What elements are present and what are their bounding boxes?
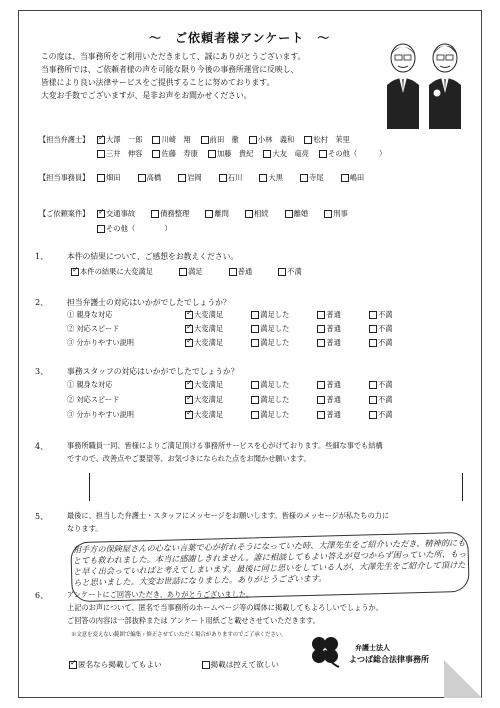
question-text: 事務スタッフの対応はいかがでしたでしょうか？ (67, 367, 239, 376)
case-option[interactable]: 離婚 (285, 209, 309, 219)
checkbox[interactable] (185, 411, 193, 419)
choice[interactable]: 不満 (369, 380, 393, 390)
question-text: 本件の結果について、ご感想をお教えください。 (67, 252, 239, 261)
checkbox[interactable] (219, 174, 227, 182)
checkbox[interactable] (185, 381, 193, 389)
checkbox[interactable] (202, 661, 210, 669)
checkbox[interactable] (229, 268, 237, 276)
choice[interactable]: ✓ 大変満足 (185, 338, 223, 348)
checkbox[interactable] (185, 325, 193, 333)
case-option[interactable]: ✓ 交通事故 (97, 209, 135, 219)
choice[interactable]: ✓ 大変満足 (185, 410, 223, 420)
attorney-option[interactable]: ✓ 大澤 一郎 (97, 135, 142, 145)
q6-option-decline[interactable]: 掲載は控えて欲しい (202, 659, 279, 670)
checkbox[interactable] (369, 396, 377, 404)
intro-line: この度は、当事務所をご利用いただきまして、誠にありがとうございます。 (41, 52, 306, 61)
page-title: 〜 ご依頼者様アンケート 〜 (149, 31, 331, 45)
case-row-2 (97, 224, 172, 234)
checkbox[interactable] (71, 268, 79, 276)
checkbox[interactable] (179, 268, 187, 276)
q1-options (71, 267, 302, 277)
choice[interactable]: 普通 (317, 395, 341, 405)
checkbox[interactable] (138, 174, 146, 182)
choice[interactable]: 満足した (251, 324, 289, 334)
checkbox[interactable] (185, 396, 193, 404)
case-option[interactable]: 離問 (205, 209, 229, 219)
staff-option[interactable]: 嶋田 (341, 173, 365, 183)
q2-choices-row-2 (185, 324, 393, 334)
choice[interactable]: 満足した (251, 380, 289, 390)
staff-option[interactable]: 岩岡 (178, 173, 202, 183)
case-option[interactable]: 相続 (245, 209, 269, 219)
firm-name: よつば総合法律事務所 (349, 655, 429, 664)
q3-choices-row-1 (185, 380, 393, 390)
intro-line: 大変お手数でございますが、是非お声をお聞かせください。 (41, 91, 252, 100)
attorney-option[interactable]: 前田 徹 (201, 135, 239, 145)
q2-choices-row-1 (185, 310, 393, 320)
checkbox[interactable] (251, 381, 259, 389)
lawyer-left-figure (387, 44, 419, 129)
choice[interactable]: 普通 (317, 410, 341, 420)
checkbox[interactable] (369, 339, 377, 347)
choice[interactable]: 普通 (317, 380, 341, 390)
choice[interactable]: ✓ 大変満足 (185, 310, 223, 320)
checkbox[interactable] (97, 150, 105, 158)
q2-choices-row-3 (185, 338, 393, 348)
attorney-row-2 (97, 149, 386, 159)
attorney-option[interactable]: 佐藤 寿康 (152, 149, 197, 159)
attorney-option[interactable]: 三井 伸容 (97, 149, 142, 159)
case-label: 【ご依頼案件】 (39, 209, 90, 218)
question-number: 2、 (35, 298, 49, 307)
question-text: 事務所職員一同、皆様によりご満足頂ける事務所サービスを心がけております。些細な事でも結構 (67, 441, 383, 450)
checkbox[interactable] (300, 174, 308, 182)
question-text: ですので、改善点やご要望等、お気づきになられた点をお聞かせ願います。 (67, 454, 311, 463)
checkbox[interactable] (185, 311, 193, 319)
checkbox[interactable] (178, 174, 186, 182)
intro-line: 皆様により良い法律サービスをご提供することに努めております。 (41, 78, 275, 87)
case-option[interactable]: 債務整理 (151, 209, 189, 219)
checkbox[interactable] (369, 311, 377, 319)
intro-line: 当事務所では、ご依頼者様の声を可能な限り今後の事務所運営に反映し、 (41, 65, 299, 74)
lawyer-right-figure (429, 44, 461, 129)
checkbox[interactable] (251, 411, 259, 419)
checkbox[interactable] (251, 339, 259, 347)
choice[interactable]: 満足した (251, 338, 289, 348)
checkbox[interactable] (245, 210, 253, 218)
checkbox[interactable] (69, 661, 77, 669)
choice[interactable]: 普通 (317, 310, 341, 320)
staff-label: 【担当事務員】 (39, 173, 90, 182)
q3-choices-row-3 (185, 410, 393, 420)
case-option-other[interactable]: その他（ ） (97, 224, 172, 234)
choice[interactable]: 満足した (251, 410, 289, 420)
choice[interactable]: ✓ 大変満足 (185, 395, 223, 405)
checkbox[interactable] (285, 210, 293, 218)
checkbox[interactable] (152, 136, 160, 144)
checkbox[interactable] (259, 174, 267, 182)
checkbox[interactable] (317, 396, 325, 404)
question-text: 上記のお声について、匿名で当事務所のホームページ等の媒体に掲載してもよろしいでしょうか。 (67, 603, 383, 612)
staff-row (97, 173, 364, 183)
choice[interactable]: 満足した (251, 395, 289, 405)
choice[interactable]: 不満 (369, 310, 393, 320)
attorney-option[interactable]: 小林 義和 (249, 135, 294, 145)
checkbox[interactable] (152, 150, 160, 158)
checkbox[interactable] (263, 150, 271, 158)
q1-option[interactable]: ✓ 本件の結果に大変満足 (71, 267, 153, 277)
question-text: なります。 (67, 524, 103, 533)
attorney-option[interactable]: 松村 茉里 (304, 135, 349, 145)
choice[interactable]: 不満 (369, 395, 393, 405)
question-number: 6、 (35, 591, 49, 600)
question-number: 4、 (35, 442, 49, 451)
q3-item: ③ 分かりやすい説明 (67, 410, 134, 419)
checkbox[interactable] (208, 150, 216, 158)
question-number: 3、 (35, 367, 49, 376)
firm-sub: 弁護士法人 (355, 644, 390, 652)
staff-option[interactable]: 石川 (219, 173, 243, 183)
checkbox[interactable] (97, 136, 105, 144)
questionnaire-sheet (18, 10, 482, 698)
q1-option[interactable]: 満足 (179, 267, 203, 277)
choice[interactable]: ✓ 大変満足 (185, 324, 223, 334)
handwritten-message: 相手方の保険屋さんの心ない言葉で心が折れそうになっていた時、大澤先生をご紹介いただき、精神的にもとても救われました。本当に感謝しきれません。誰に相談してもよい答えが見つからず困っていた所、もっと早く出会っていればと考えてしまいます。最後に同じ思いをしている人が、大澤先生をご紹介して頂けたらと思いました。大変お世話になりました。ありがとうございます。 (72, 537, 467, 588)
checkbox[interactable] (97, 225, 105, 233)
question-text: ご回答の内容は一部抜粋または アンケート用紙ごと載せさせていただきます。 (67, 616, 320, 625)
q6-options (69, 659, 279, 670)
page-curl (444, 660, 482, 698)
checkbox[interactable] (251, 325, 259, 333)
q1-option[interactable]: 普通 (229, 267, 253, 277)
q1-option[interactable]: 不満 (278, 267, 302, 277)
checkbox[interactable] (317, 381, 325, 389)
choice[interactable]: ✓ 大変満足 (185, 380, 223, 390)
choice[interactable]: 満足した (251, 310, 289, 320)
attorney-option[interactable]: 大友 竜亮 (263, 149, 308, 159)
case-row-1 (97, 209, 348, 219)
staff-option[interactable]: 高橋 (138, 173, 162, 183)
choice[interactable]: 不満 (369, 338, 393, 348)
checkbox[interactable] (304, 136, 312, 144)
checkbox[interactable] (251, 396, 259, 404)
checkbox[interactable] (317, 325, 325, 333)
question-text: 担当弁護士の対応はいかがでしたでしょうか？ (67, 298, 231, 307)
checkbox[interactable] (317, 339, 325, 347)
staff-option[interactable]: 畑田 (97, 173, 121, 183)
checkbox[interactable] (341, 174, 349, 182)
checkbox[interactable] (201, 136, 209, 144)
checkbox[interactable] (251, 311, 259, 319)
checkbox[interactable] (317, 411, 325, 419)
choice[interactable]: 普通 (317, 324, 341, 334)
checkbox[interactable] (317, 311, 325, 319)
checkbox[interactable] (249, 136, 257, 144)
q2-item: ① 親身な対応 (67, 310, 113, 319)
clover-icon (305, 633, 345, 669)
checkbox[interactable] (324, 210, 332, 218)
question-text: アンケートにご回答いただき、ありがとうございました。 (67, 590, 254, 599)
choice[interactable]: 普通 (317, 338, 341, 348)
checkbox[interactable] (205, 210, 213, 218)
note: ※文意を変えない範囲で編集・修正させていただく場合がありますのでご了承ください。 (71, 632, 287, 638)
checkbox[interactable] (151, 210, 159, 218)
choice[interactable]: 不満 (369, 324, 393, 334)
attorney-option[interactable]: 加藤 貴紀 (208, 149, 253, 159)
question-number: 5、 (35, 512, 49, 521)
checkbox[interactable] (369, 381, 377, 389)
checkbox[interactable] (185, 339, 193, 347)
q3-item: ① 親身な対応 (67, 380, 113, 389)
checkbox[interactable] (97, 174, 105, 182)
case-option[interactable]: 刑事 (324, 209, 348, 219)
attorney-label: 【担当弁護士】 (39, 135, 90, 144)
checkbox[interactable] (369, 325, 377, 333)
q3-item: ② 対応スピード (67, 395, 120, 404)
choice[interactable]: 不満 (369, 410, 393, 420)
q2-item: ③ 分かりやすい説明 (67, 338, 134, 347)
staff-option[interactable]: 大黒 (259, 173, 283, 183)
attorney-row-1 (97, 135, 350, 145)
q6-option-anonymous[interactable]: ✓ 匿名なら掲載してもよい (69, 659, 162, 670)
question-text: 最後に、担当した弁護士・スタッフにメッセージをお願いします。皆様のメッセージが私たちの力に (67, 511, 390, 520)
checkbox[interactable] (319, 150, 327, 158)
checkbox[interactable] (97, 210, 105, 218)
attorney-option[interactable]: その他（ ） (319, 149, 386, 159)
q3-choices-row-2 (185, 395, 393, 405)
question-number: 1、 (35, 252, 49, 261)
lawyers-illustration (381, 41, 469, 129)
checkbox[interactable] (369, 411, 377, 419)
comment-box[interactable] (89, 473, 463, 501)
attorney-option[interactable]: 川崎 翔 (152, 135, 190, 145)
q2-item: ② 対応スピード (67, 324, 120, 333)
checkbox[interactable] (278, 268, 286, 276)
staff-option[interactable]: 寺尾 (300, 173, 324, 183)
